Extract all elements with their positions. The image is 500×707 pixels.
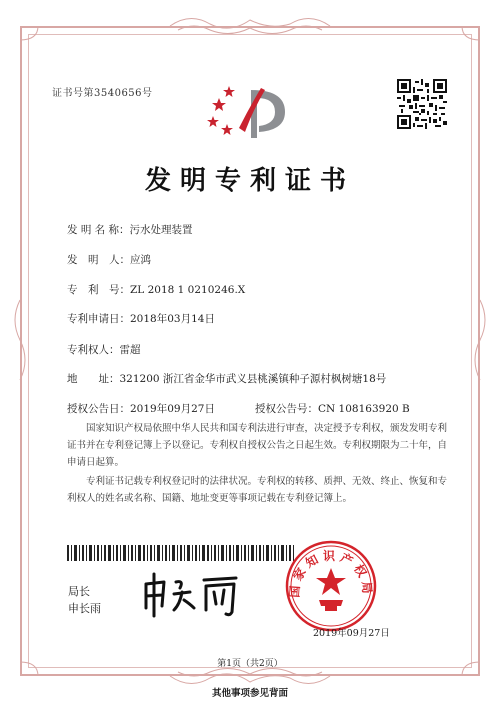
patent-number-row [67,282,245,297]
inventor-label: 发 明 人： [67,254,130,266]
patentee-row [67,342,141,357]
inventor-row [67,252,151,267]
grant-statement-paragraph: 国家知识产权局依照中华人民共和国专利法进行审查，决定授予专利权，颁发发明专利证书并在专利登记簿上予以登记。专利权自授权公告之日起生效。专利权期限为二十年，自申请日起算。 [67,423,448,468]
grant-number-label: 授权公告号： [255,403,318,415]
director-name: 申长雨 [68,602,101,615]
address-row [67,371,386,386]
filing-date-value: 2018年03月14日 [130,313,215,325]
qr-code-icon [397,79,447,129]
seal-date: 2019年09月27日 [313,628,390,639]
barcode-icon [67,545,297,561]
address-label: 地 址： [67,373,120,385]
legal-status-paragraph: 专利证书记载专利权登记时的法律状况。专利权的转移、质押、无效、终止、恢复和专利权人的姓名或名称、国籍、地址变更等事项记载在专利登记簿上。 [67,476,448,504]
official-seal-icon [285,540,377,632]
filing-date-row [67,311,215,326]
address-value: 321200 浙江省金华市武义县桃溪镇种子源村枫树塘18号 [119,373,387,385]
patentee-value: 雷超 [119,344,141,356]
page-number: 第1页（共2页） [217,659,283,669]
invention-name-value: 污水处理装置 [129,224,193,236]
invention-name-row [67,222,193,237]
grant-number-value: CN 108163920 B [318,403,410,415]
footer-note: 其他事项参见背面 [211,688,288,699]
patentee-label: 专利权人： [67,344,120,356]
patent-number-label: 专 利 号： [67,284,130,296]
patent-number-value: ZL 2018 1 0210246.X [130,284,246,296]
invention-name-label: 发 明 名 称： [67,224,130,236]
inventor-value: 应鸿 [130,254,151,266]
page-title: 发明专利证书 [144,166,355,196]
grant-date-label: 授权公告日： [67,403,130,415]
patent-office-logo-icon [205,68,295,143]
grant-number-row [255,401,410,416]
filing-date-label: 专利申请日： [67,313,130,325]
certificate-number: 证书号第3540656号 [52,88,153,99]
grant-date-row [67,401,215,416]
grant-date-value: 2019年09月27日 [130,403,215,415]
seal-text: 国家知识产权局 [287,549,375,599]
director-signature [140,570,250,620]
director-title: 局长 [68,585,90,598]
